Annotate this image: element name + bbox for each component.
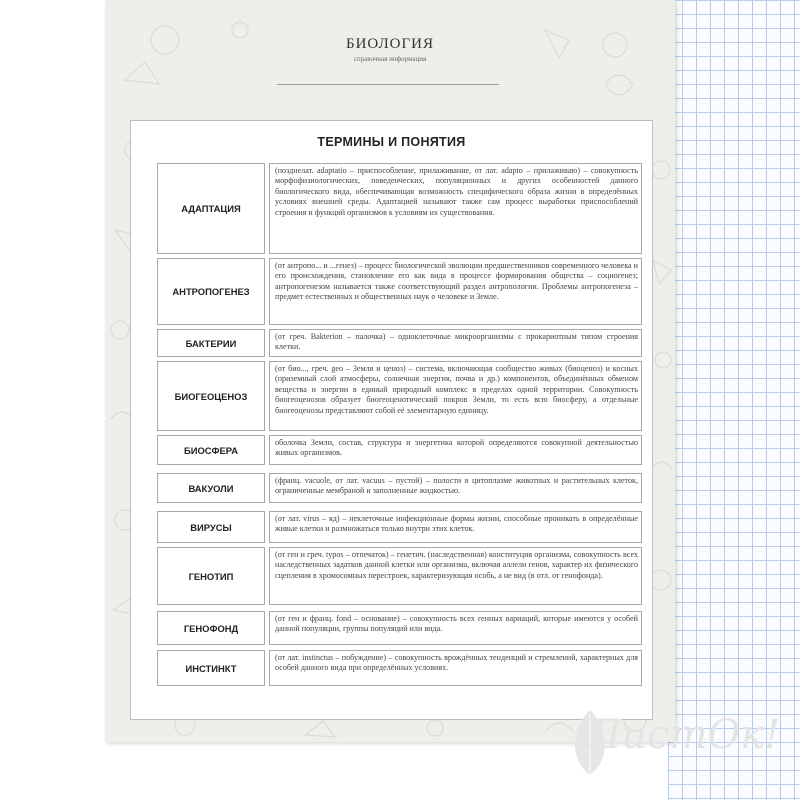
term-label: ГЕНОФОНД	[157, 611, 265, 645]
term-definition: (позднелат. adaptatio – приспособление, прилаживание, от лат. adapto – прилаживаю) – совокупность морфофизиологических, поведенческих, популяционных и других особенностей данного биологического вида, обеспечивающая возможность специфического образа жизни в определённых условиях внешней среды. Адаптацией называют также сам процесс выработки приспособлений строения и функций организмов к условиям их существования.	[269, 163, 642, 254]
term-definition: оболочка Земли, состав, структура и энергетика которой определяются совокупной деятельностью живых организмов.	[269, 435, 642, 465]
term-row	[157, 435, 642, 465]
watermark-logo	[560, 700, 790, 800]
term-definition: (франц. vacuole, от лат. vacuus – пустой) – полости в цитоплазме животных и растительных клеток, ограниченные мембраной и заполненные жидкостью.	[269, 473, 642, 503]
term-definition: (от ген и франц. fond – основание) – совокупность всех генных вариаций, которые имеются у особей данной популяции, группы популяций или вида.	[269, 611, 642, 645]
term-definition: (от греч. Bakterion – палочка) – одноклеточные микроорганизмы с прокариотным типом строения клетки.	[269, 329, 642, 357]
term-definition: (от лат. virus – яд) – неклеточные инфекционные формы жизни, способные проникать в определённые живые клетки и размножаться только внутри этих клеток.	[269, 511, 642, 543]
term-definition: (от ген и греч. typos – отпечаток) – генетич. (наследственная) конституция организма, совокупность всех наследственных задатков данной клетки или организма, включая аллели генов, характер их физического сцепления в хромосомных перестроек, характеризующая особь, а не вид (в отл. от генофонда).	[269, 547, 642, 605]
term-row	[157, 163, 642, 254]
term-label: АДАПТАЦИЯ	[157, 163, 265, 254]
term-definition: (от лат. instinctus – побуждение) – совокупность врождённых тенденций и стремлений, характерных для особей данного вида при определённых условиях.	[269, 650, 642, 686]
term-row	[157, 329, 642, 357]
term-row	[157, 650, 642, 686]
term-row	[157, 258, 642, 325]
term-label: ИНСТИНКТ	[157, 650, 265, 686]
term-label: БИОГЕОЦЕНОЗ	[157, 361, 265, 431]
term-label: АНТРОПОГЕНЕЗ	[157, 258, 265, 325]
term-row	[157, 611, 642, 645]
watermark-text: ЛистОк!	[588, 712, 781, 758]
term-label: ВИРУСЫ	[157, 511, 265, 543]
term-row	[157, 361, 642, 431]
term-label: ГЕНОТИП	[157, 547, 265, 605]
term-label: БАКТЕРИИ	[157, 329, 265, 357]
cover-subtitle: справочная информация	[353, 55, 427, 63]
term-label: БИОСФЕРА	[157, 435, 265, 465]
term-row	[157, 511, 642, 543]
term-row	[157, 473, 642, 503]
term-label: ВАКУОЛИ	[157, 473, 265, 503]
term-definition: (от антропо... и ...генез) – процесс биологической эволюции предшественников современного человека и его происхождения, становление его как вида в процессе формирования общества – социогенез; антропогенезом называется также соответствующий раздел антропологии. Проблемы антропогенеза – предмет естественных и общественных наук о человеке и Земле.	[269, 258, 642, 325]
term-definition: (от био..., греч. geo – Земля и ценоз) – система, включающая сообщество живых (биоценоз) и косных (приземный слой атмосферы, солнечная энергия, почва и др.) компонентов, объединённых обменом вещества и энергии в единый природный комплекс в пределах одной территории. Совокупность биогеоценозов образует биогеоценотический покров Земли, то есть всю биосферу, а отдельные биогеоценозы представляют собой её элементарную единицу.	[269, 361, 642, 431]
cover-title: БИОЛОГИЯ	[345, 36, 435, 52]
terms-card	[130, 120, 653, 720]
name-line	[277, 84, 499, 85]
term-row	[157, 547, 642, 605]
notebook-cover	[105, 0, 675, 742]
grid-paper-background	[668, 0, 800, 800]
section-title: ТЕРМИНЫ И ПОНЯТИЯ	[317, 135, 466, 149]
